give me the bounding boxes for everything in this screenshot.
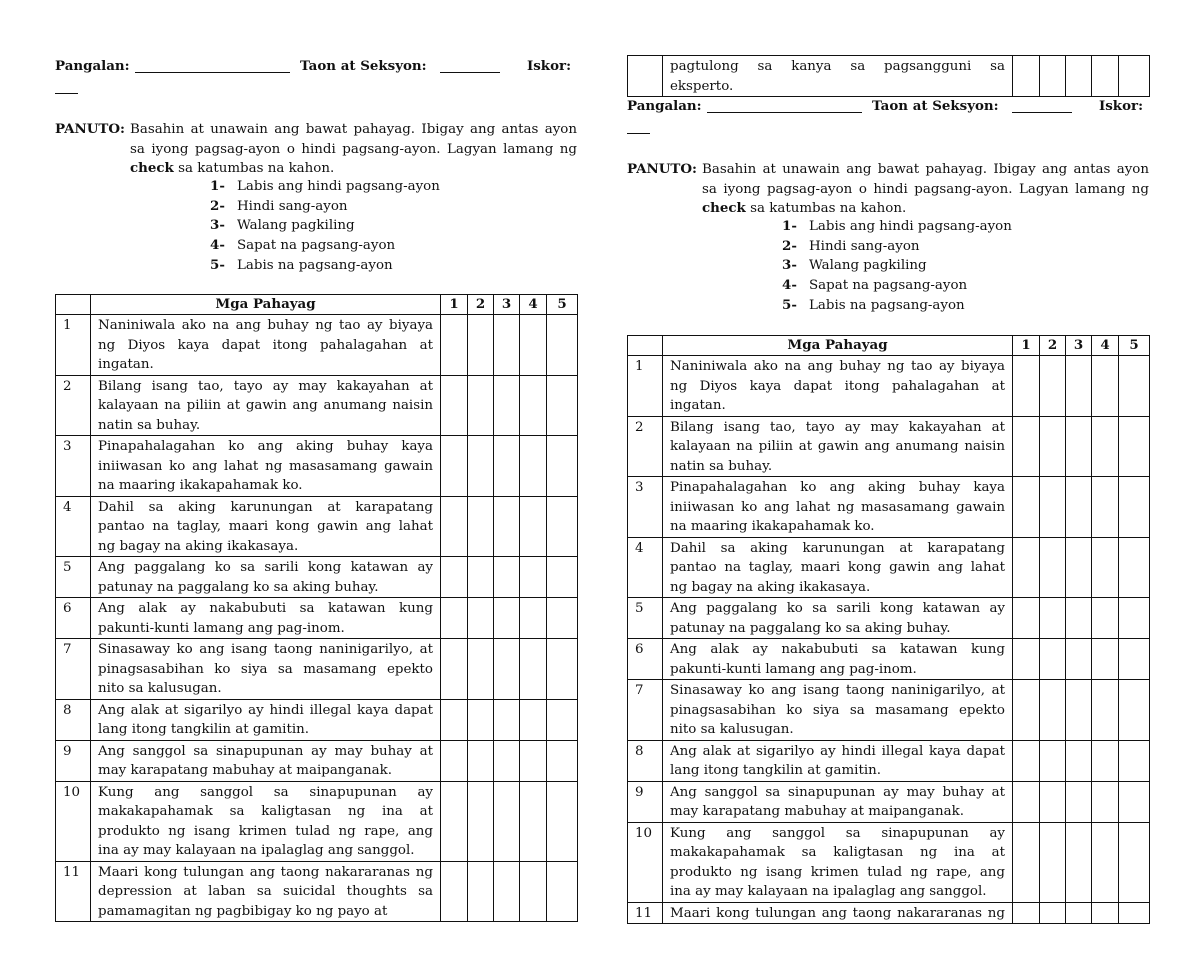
rating-checkbox[interactable]: [520, 861, 547, 922]
rating-checkbox[interactable]: [468, 861, 494, 922]
rating-header: 1: [441, 295, 468, 315]
rating-checkbox[interactable]: [1092, 598, 1119, 639]
rating-checkbox[interactable]: [1092, 781, 1119, 822]
statement-text: Dahil sa aking karunungan at karapatang pantao na taglay, maari kong gawin ang lahat ng bagay na aking ikakasaya.: [663, 537, 1013, 598]
rating-checkbox[interactable]: [1119, 537, 1150, 598]
score-field[interactable]: [55, 93, 78, 94]
rating-header: 3: [494, 295, 520, 315]
rating-header: 4: [1092, 336, 1119, 356]
rating-checkbox[interactable]: [1013, 781, 1040, 822]
scale-item: 4- Sapat na pagsang-ayon: [782, 277, 968, 294]
statement-number: 10: [56, 781, 91, 861]
rating-checkbox[interactable]: [494, 315, 520, 376]
check-word: check: [702, 200, 746, 216]
instructions-label: PANUTO:: [627, 161, 697, 177]
name-label: Pangalan:: [627, 98, 702, 114]
rating-checkbox[interactable]: [1013, 822, 1040, 902]
rating-checkbox[interactable]: [441, 315, 468, 376]
rating-checkbox[interactable]: [1040, 639, 1066, 680]
statement-text: Bilang isang tao, tayo ay may kakayahan at kalayaan na piliin at gawin ang anumang naisin natin sa buhay.: [91, 375, 441, 436]
rating-header: 2: [1040, 336, 1066, 356]
rating-checkbox[interactable]: [1040, 680, 1066, 741]
rating-checkbox[interactable]: [441, 639, 468, 700]
statement-text: Ang alak ay nakabubuti sa katawan kung pakunti-kunti lamang ang pag-inom.: [91, 598, 441, 639]
rating-checkbox[interactable]: [494, 375, 520, 436]
student-info-header: [55, 58, 577, 78]
statement-number: 2: [56, 375, 91, 436]
rating-checkbox[interactable]: [1119, 822, 1150, 902]
table-row: [56, 375, 578, 436]
statement-text: Kung ang sanggol sa sinapupunan ay makakapahamak sa kaligtasan ng ina at produkto ng isang krimen tulad ng rape, ang ina ay may kalayaan na ipalaglag ang sanggol.: [91, 781, 441, 861]
rating-checkbox[interactable]: [547, 496, 578, 557]
rating-checkbox[interactable]: [1066, 537, 1092, 598]
rating-header: 3: [1066, 336, 1092, 356]
rating-checkbox[interactable]: [1013, 902, 1040, 924]
rating-checkbox[interactable]: [1092, 356, 1119, 417]
rating-checkbox[interactable]: [1066, 477, 1092, 538]
rating-checkbox[interactable]: [1066, 781, 1092, 822]
rating-checkbox[interactable]: [520, 639, 547, 700]
table-header-row: [628, 336, 1150, 356]
statement-number: 1: [628, 356, 663, 417]
rating-checkbox[interactable]: [441, 861, 468, 922]
rating-checkbox[interactable]: [1040, 822, 1066, 902]
rating-checkbox[interactable]: [1040, 416, 1066, 477]
table-row: [628, 598, 1150, 639]
rating-checkbox[interactable]: [1119, 740, 1150, 781]
statement-text: Naniniwala ako na ang buhay ng tao ay biyaya ng Diyos kaya dapat itong pahalagahan at ingatan.: [663, 356, 1013, 417]
rating-checkbox[interactable]: [468, 639, 494, 700]
rating-checkbox[interactable]: [1040, 537, 1066, 598]
statement-number: 8: [628, 740, 663, 781]
rating-checkbox[interactable]: [441, 781, 468, 861]
statement-number: 11: [628, 902, 663, 924]
statements-table: [55, 294, 578, 922]
statement-header: Mga Pahayag: [663, 336, 1013, 356]
rating-checkbox[interactable]: [1119, 639, 1150, 680]
rating-checkbox[interactable]: [520, 557, 547, 598]
continuation-table: [627, 55, 1150, 97]
rating-checkbox[interactable]: [1092, 416, 1119, 477]
statement-number: 4: [628, 537, 663, 598]
rating-checkbox[interactable]: [1092, 822, 1119, 902]
scale-item: 2- Hindi sang-ayon: [782, 237, 920, 254]
rating-header: 2: [468, 295, 494, 315]
rating-checkbox[interactable]: [1119, 598, 1150, 639]
rating-checkbox[interactable]: [1040, 902, 1066, 924]
rating-checkbox[interactable]: [1040, 56, 1066, 97]
rating-checkbox[interactable]: [494, 496, 520, 557]
scale-item: 3- Walang pagkiling: [210, 217, 355, 234]
rating-checkbox[interactable]: [1119, 902, 1150, 924]
instructions-line-3-rest: sa katumbas na kahon.: [178, 161, 335, 176]
statement-text: Maari kong tulungan ang taong nakararanas ng depression at laban sa suicidal thoughts sa pamamagitan ng pagbibigay ko ng payo at: [91, 861, 441, 922]
table-row: [628, 822, 1150, 902]
table-row: [628, 537, 1150, 598]
rating-checkbox[interactable]: [520, 315, 547, 376]
statement-number: 4: [56, 496, 91, 557]
rating-checkbox[interactable]: [1092, 639, 1119, 680]
rating-scale: [210, 177, 440, 276]
table-row: [628, 416, 1150, 477]
statement-number: 3: [56, 436, 91, 497]
statement-text: Sinasaway ko ang isang taong naninigarilyo, at pinagsasabihan ko siya sa masamang epekto nito sa kalusugan.: [663, 680, 1013, 741]
rating-checkbox[interactable]: [520, 699, 547, 740]
rating-checkbox[interactable]: [1013, 680, 1040, 741]
instructions-line-3: [702, 199, 1149, 219]
statement-number: 5: [56, 557, 91, 598]
rating-checkbox[interactable]: [547, 315, 578, 376]
instructions-label: PANUTO:: [55, 121, 125, 137]
rating-scale: [782, 217, 1012, 316]
rating-checkbox[interactable]: [547, 557, 578, 598]
scale-item: 1- Labis ang hindi pagsang-ayon: [782, 218, 1012, 234]
rating-checkbox[interactable]: [494, 699, 520, 740]
rating-checkbox[interactable]: [1040, 477, 1066, 538]
rating-checkbox[interactable]: [1092, 680, 1119, 741]
rating-checkbox[interactable]: [1119, 416, 1150, 477]
rating-checkbox[interactable]: [520, 436, 547, 497]
rating-header: 5: [547, 295, 578, 315]
rating-checkbox[interactable]: [1066, 902, 1092, 924]
statement-text: Sinasaway ko ang isang taong naninigarilyo, at pinagsasabihan ko siya sa masamang epekto nito sa kalusugan.: [91, 639, 441, 700]
instructions-line-2: sa iyong pagsag-ayon o hindi pagsang-ayon. Lagyan lamang ng: [130, 141, 577, 157]
rating-checkbox[interactable]: [1013, 740, 1040, 781]
rating-checkbox[interactable]: [1066, 56, 1092, 97]
instructions-line-1: Basahin at unawain ang bawat pahayag. Ibigay ang antas ayon: [702, 162, 1149, 177]
rating-checkbox[interactable]: [441, 699, 468, 740]
table-row: [56, 598, 578, 639]
year-section-field[interactable]: [440, 72, 500, 73]
rating-checkbox[interactable]: [547, 699, 578, 740]
rating-header: 1: [1013, 336, 1040, 356]
statement-number: 6: [628, 639, 663, 680]
rating-checkbox[interactable]: [1066, 356, 1092, 417]
statement-number: 3: [628, 477, 663, 538]
statement-text: Naniniwala ako na ang buhay ng tao ay biyaya ng Diyos kaya dapat itong pahalagahan at ingatan.: [91, 315, 441, 376]
year-section-field[interactable]: [1012, 112, 1072, 113]
table-row: [56, 496, 578, 557]
statement-number: 7: [56, 639, 91, 700]
rating-checkbox[interactable]: [468, 740, 494, 781]
continuation-statement: pagtulong sa kanya sa pagsangguni sa eksperto.: [663, 56, 1013, 97]
statements-table: [627, 335, 1150, 924]
statement-text: Bilang isang tao, tayo ay may kakayahan at kalayaan na piliin at gawin ang anumang naisin natin sa buhay.: [663, 416, 1013, 477]
rating-checkbox[interactable]: [468, 598, 494, 639]
rating-checkbox[interactable]: [1013, 537, 1040, 598]
rating-checkbox[interactable]: [1013, 356, 1040, 417]
rating-checkbox[interactable]: [547, 436, 578, 497]
rating-checkbox[interactable]: [468, 315, 494, 376]
table-row: [56, 781, 578, 861]
rating-checkbox[interactable]: [1092, 902, 1119, 924]
instructions-line-3: [130, 159, 577, 179]
rating-checkbox[interactable]: [441, 740, 468, 781]
table-row: [628, 56, 1150, 97]
statement-number: 10: [628, 822, 663, 902]
statement-number: 2: [628, 416, 663, 477]
rating-checkbox[interactable]: [1119, 56, 1150, 97]
statement-number: 9: [56, 740, 91, 781]
table-row: [56, 315, 578, 376]
rating-header: 4: [520, 295, 547, 315]
rating-checkbox[interactable]: [494, 557, 520, 598]
rating-checkbox[interactable]: [1066, 740, 1092, 781]
number-header: [628, 336, 663, 356]
statement-number: 1: [56, 315, 91, 376]
rating-checkbox[interactable]: [468, 375, 494, 436]
instructions-line-1: Basahin at unawain ang bawat pahayag. Ibigay ang antas ayon: [130, 122, 577, 137]
rating-checkbox[interactable]: [494, 781, 520, 861]
statement-number: 9: [628, 781, 663, 822]
instructions-line-2: sa iyong pagsag-ayon o hindi pagsang-ayon. Lagyan lamang ng: [702, 181, 1149, 197]
statement-text: Ang sanggol sa sinapupunan ay may buhay at may karapatang mabuhay at maipanganak.: [91, 740, 441, 781]
statement-header: Mga Pahayag: [91, 295, 441, 315]
statement-text: Ang sanggol sa sinapupunan ay may buhay at may karapatang mabuhay at maipanganak.: [663, 781, 1013, 822]
statement-number: 7: [628, 680, 663, 741]
table-row: [628, 356, 1150, 417]
table-row: [56, 436, 578, 497]
year-section-label: Taon at Seksyon:: [300, 58, 427, 74]
rating-checkbox[interactable]: [547, 861, 578, 922]
table-row: [56, 557, 578, 598]
year-section-label: Taon at Seksyon:: [872, 98, 999, 114]
statement-number: 8: [56, 699, 91, 740]
rating-checkbox[interactable]: [1066, 639, 1092, 680]
rating-checkbox[interactable]: [1013, 477, 1040, 538]
rating-checkbox[interactable]: [1066, 416, 1092, 477]
rating-checkbox[interactable]: [1040, 740, 1066, 781]
rating-checkbox[interactable]: [1092, 477, 1119, 538]
scale-item: 5- Labis na pagsang-ayon: [782, 296, 965, 313]
rating-checkbox[interactable]: [1119, 477, 1150, 538]
scale-item: 1- Labis ang hindi pagsang-ayon: [210, 178, 440, 194]
table-row: [628, 781, 1150, 822]
rating-checkbox[interactable]: [1066, 822, 1092, 902]
rating-checkbox[interactable]: [1066, 680, 1092, 741]
table-row: [628, 680, 1150, 741]
rating-checkbox[interactable]: [520, 781, 547, 861]
student-info-header: [627, 98, 1149, 118]
statement-text: Ang alak ay nakabubuti sa katawan kung pakunti-kunti lamang ang pag-inom.: [663, 639, 1013, 680]
rating-checkbox[interactable]: [1119, 781, 1150, 822]
score-label: Iskor:: [1099, 98, 1144, 114]
name-label: Pangalan:: [55, 58, 130, 74]
rating-checkbox[interactable]: [468, 436, 494, 497]
instructions-line-3-rest: sa katumbas na kahon.: [750, 201, 907, 216]
rating-checkbox[interactable]: [441, 598, 468, 639]
rating-checkbox[interactable]: [1092, 56, 1119, 97]
statement-text: Pinapahalagahan ko ang aking buhay kaya iniiwasan ko ang lahat ng masasamang gawain na maaring ikakapahamak ko.: [91, 436, 441, 497]
number-header: [56, 295, 91, 315]
statement-text: Ang alak at sigarilyo ay hindi illegal kaya dapat lang itong tangkilin at gamitin.: [91, 699, 441, 740]
rating-checkbox[interactable]: [441, 557, 468, 598]
rating-checkbox[interactable]: [1092, 537, 1119, 598]
statement-text: Ang alak at sigarilyo ay hindi illegal kaya dapat lang itong tangkilin at gamitin.: [663, 740, 1013, 781]
table-row: [628, 740, 1150, 781]
statement-number: 11: [56, 861, 91, 922]
table-row: [628, 477, 1150, 538]
rating-checkbox[interactable]: [547, 639, 578, 700]
rating-checkbox[interactable]: [494, 639, 520, 700]
rating-checkbox[interactable]: [441, 436, 468, 497]
check-word: check: [130, 160, 174, 176]
rating-checkbox[interactable]: [1119, 680, 1150, 741]
rating-checkbox[interactable]: [1040, 598, 1066, 639]
score-label: Iskor:: [527, 58, 572, 74]
name-field[interactable]: [135, 72, 290, 73]
rating-checkbox[interactable]: [494, 598, 520, 639]
rating-checkbox[interactable]: [520, 740, 547, 781]
rating-header: 5: [1119, 336, 1150, 356]
rating-checkbox[interactable]: [547, 740, 578, 781]
rating-checkbox[interactable]: [547, 375, 578, 436]
statement-text: Dahil sa aking karunungan at karapatang pantao na taglay, maari kong gawin ang lahat ng bagay na aking ikakasaya.: [91, 496, 441, 557]
statement-text: Maari kong tulungan ang taong nakararanas ng: [663, 902, 1013, 924]
table-row: [628, 902, 1150, 924]
statement-text: Pinapahalagahan ko ang aking buhay kaya iniiwasan ko ang lahat ng masasamang gawain na maaring ikakapahamak ko.: [663, 477, 1013, 538]
rating-checkbox[interactable]: [520, 496, 547, 557]
score-field[interactable]: [627, 133, 650, 134]
rating-checkbox[interactable]: [494, 740, 520, 781]
statement-number: 5: [628, 598, 663, 639]
rating-checkbox[interactable]: [547, 781, 578, 861]
scale-item: 5- Labis na pagsang-ayon: [210, 256, 393, 273]
table-row: [56, 740, 578, 781]
name-field[interactable]: [707, 112, 862, 113]
table-row: [56, 699, 578, 740]
rating-checkbox[interactable]: [1013, 598, 1040, 639]
rating-checkbox[interactable]: [494, 861, 520, 922]
statement-text: Ang paggalang ko sa sarili kong katawan ay patunay na paggalang ko sa aking buhay.: [91, 557, 441, 598]
rating-checkbox[interactable]: [1013, 416, 1040, 477]
rating-checkbox[interactable]: [1066, 598, 1092, 639]
rating-checkbox[interactable]: [441, 496, 468, 557]
rating-checkbox[interactable]: [1092, 740, 1119, 781]
statement-text: Ang paggalang ko sa sarili kong katawan ay patunay na paggalang ko sa aking buhay.: [663, 598, 1013, 639]
rating-checkbox[interactable]: [520, 375, 547, 436]
rating-checkbox[interactable]: [1013, 56, 1040, 97]
scale-item: 2- Hindi sang-ayon: [210, 197, 348, 214]
statement-number: 6: [56, 598, 91, 639]
rating-checkbox[interactable]: [468, 781, 494, 861]
rating-checkbox[interactable]: [468, 496, 494, 557]
rating-checkbox[interactable]: [547, 598, 578, 639]
table-row: [56, 861, 578, 922]
rating-checkbox[interactable]: [1040, 781, 1066, 822]
rating-checkbox[interactable]: [494, 436, 520, 497]
scale-item: 4- Sapat na pagsang-ayon: [210, 237, 396, 254]
rating-checkbox[interactable]: [1040, 356, 1066, 417]
table-row: [56, 639, 578, 700]
table-header-row: [56, 295, 578, 315]
rating-checkbox[interactable]: [520, 598, 547, 639]
scale-item: 3- Walang pagkiling: [782, 257, 927, 274]
table-row: [628, 639, 1150, 680]
statement-text: Kung ang sanggol sa sinapupunan ay makakapahamak sa kaligtasan ng ina at produkto ng isang krimen tulad ng rape, ang ina ay may kalayaan na ipalaglag ang sanggol.: [663, 822, 1013, 902]
rating-checkbox[interactable]: [1013, 639, 1040, 680]
rating-checkbox[interactable]: [468, 699, 494, 740]
rating-checkbox[interactable]: [441, 375, 468, 436]
rating-checkbox[interactable]: [468, 557, 494, 598]
rating-checkbox[interactable]: [1119, 356, 1150, 417]
